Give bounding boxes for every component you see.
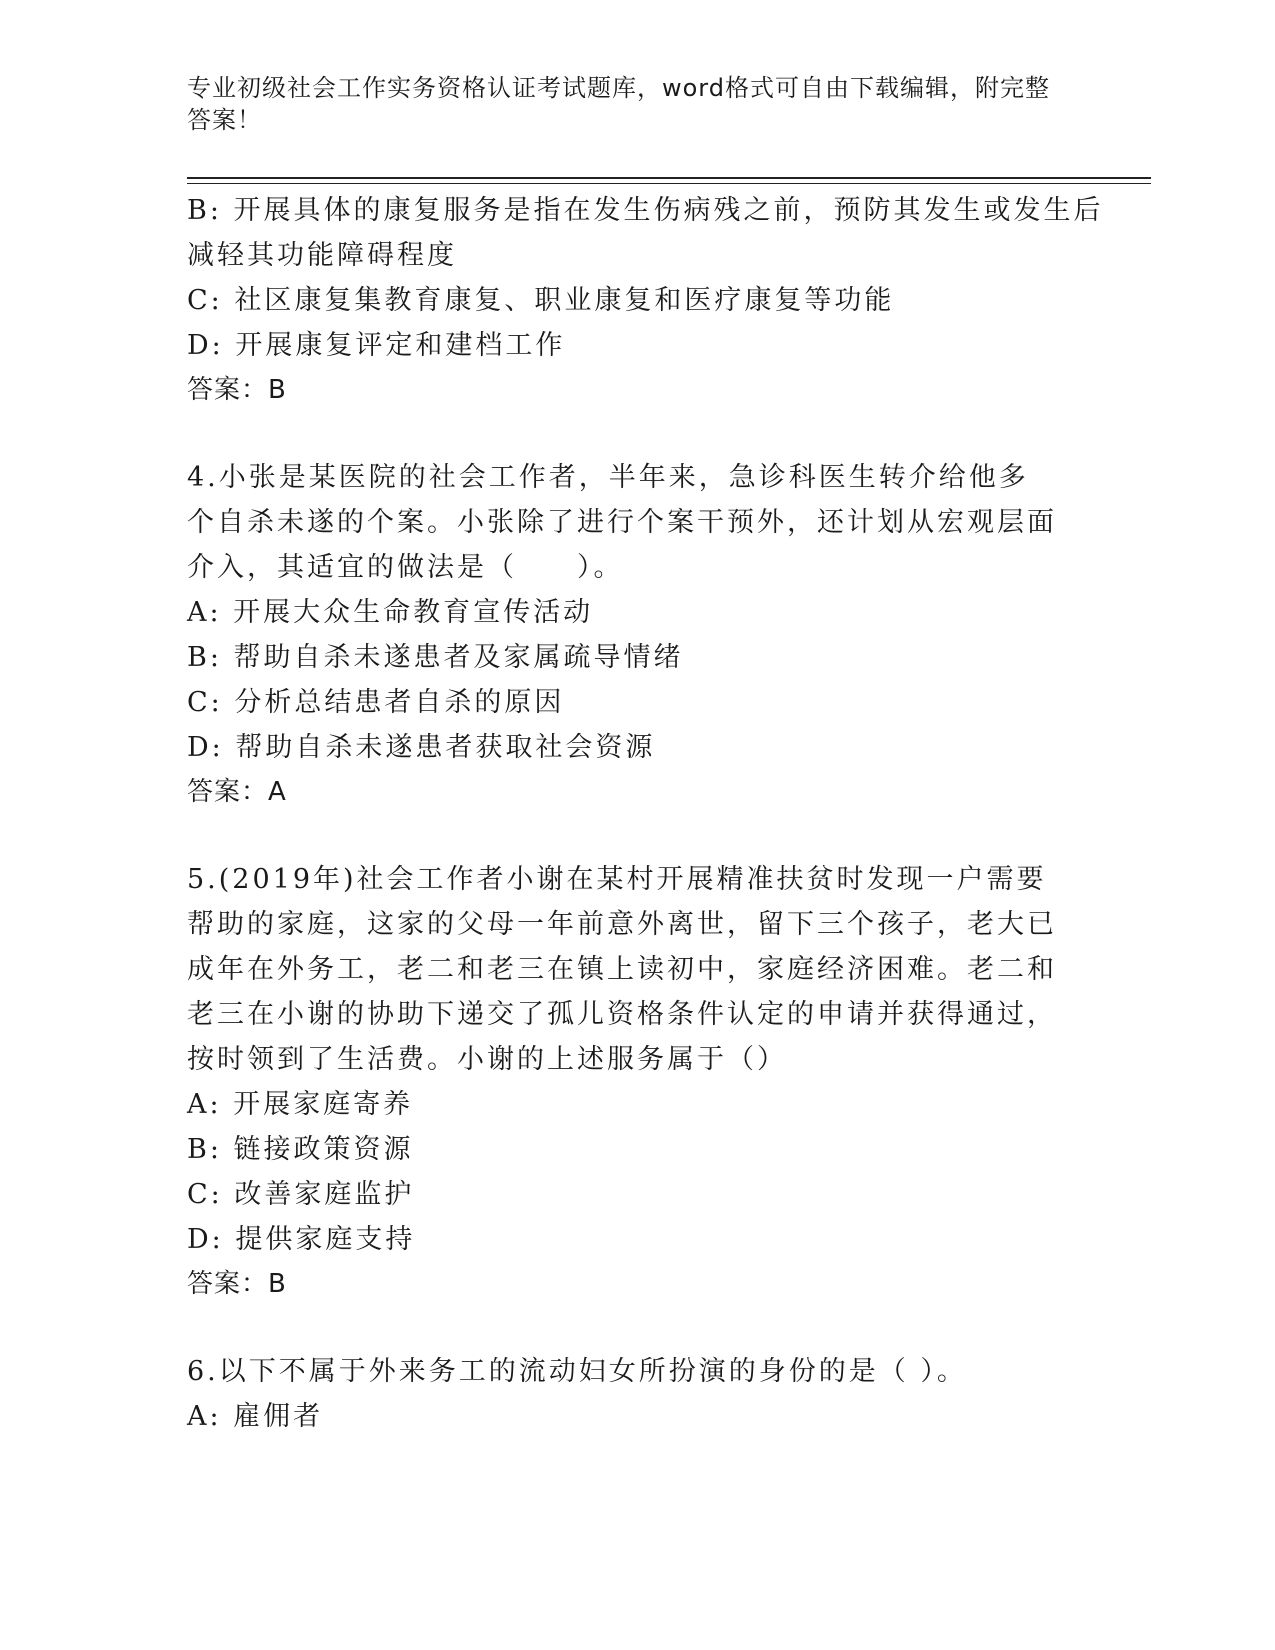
option-a: A: 开展家庭寄养: [187, 1089, 414, 1120]
option-c: C: 社区康复集教育康复、职业康复和医疗康复等功能: [187, 285, 895, 316]
question-6: [187, 1349, 1087, 1439]
question-5: [187, 857, 1087, 1307]
question-stem: 4.小张是某医院的社会工作者，半年来，急诊科医生转介给他多个自杀未遂的个案。小张除了进行个案干预外，还计划从宏观层面介入，其适宜的做法是（ ）。: [187, 462, 1057, 583]
option-d: D: 开展康复评定和建档工作: [187, 330, 566, 361]
header-rule-thin: [187, 183, 1151, 184]
option-c: C: 改善家庭监护: [187, 1179, 415, 1210]
option-d: D: 提供家庭支持: [187, 1224, 416, 1255]
answer: 答案：A: [187, 777, 287, 807]
answer: 答案：B: [187, 1269, 287, 1299]
option-a: A: 开展大众生命教育宣传活动: [187, 597, 594, 628]
option-b: B: 帮助自杀未遂患者及家属疏导情绪: [187, 642, 684, 673]
question-4: [187, 455, 1087, 815]
option-c: C: 分析总结患者自杀的原因: [187, 687, 565, 718]
option-b-line-2: 减轻其功能障碍程度: [187, 240, 457, 271]
answer: 答案：B: [187, 375, 287, 405]
page-header: 专业初级社会工作实务资格认证考试题库，word格式可自由下载编辑，附完整答案！: [187, 74, 1050, 134]
option-b: B: 链接政策资源: [187, 1134, 414, 1165]
question-stem: 6.以下不属于外来务工的流动妇女所扮演的身份的是（ ）。: [187, 1356, 967, 1387]
option-d: D: 帮助自杀未遂患者获取社会资源: [187, 732, 656, 763]
document-body: [187, 188, 1104, 1439]
header-rule-thick: [187, 177, 1151, 179]
option-a: A: 雇佣者: [187, 1401, 324, 1432]
option-b-line-1: B: 开展具体的康复服务是指在发生伤病残之前，预防其发生或发生后: [187, 195, 1104, 226]
question-3: [187, 188, 1104, 413]
question-stem: 5.(2019年)社会工作者小谢在某村开展精准扶贫时发现一户需要帮助的家庭，这家的父母一年前意外离世，留下三个孩子，老大已成年在外务工，老二和老三在镇上读初中，家庭经济困难。老二和老三在小谢的协助下递交了孤儿资格条件认定的申请并获得通过，按时领到了生活费。小谢的上述服务属于（）: [187, 864, 1057, 1075]
